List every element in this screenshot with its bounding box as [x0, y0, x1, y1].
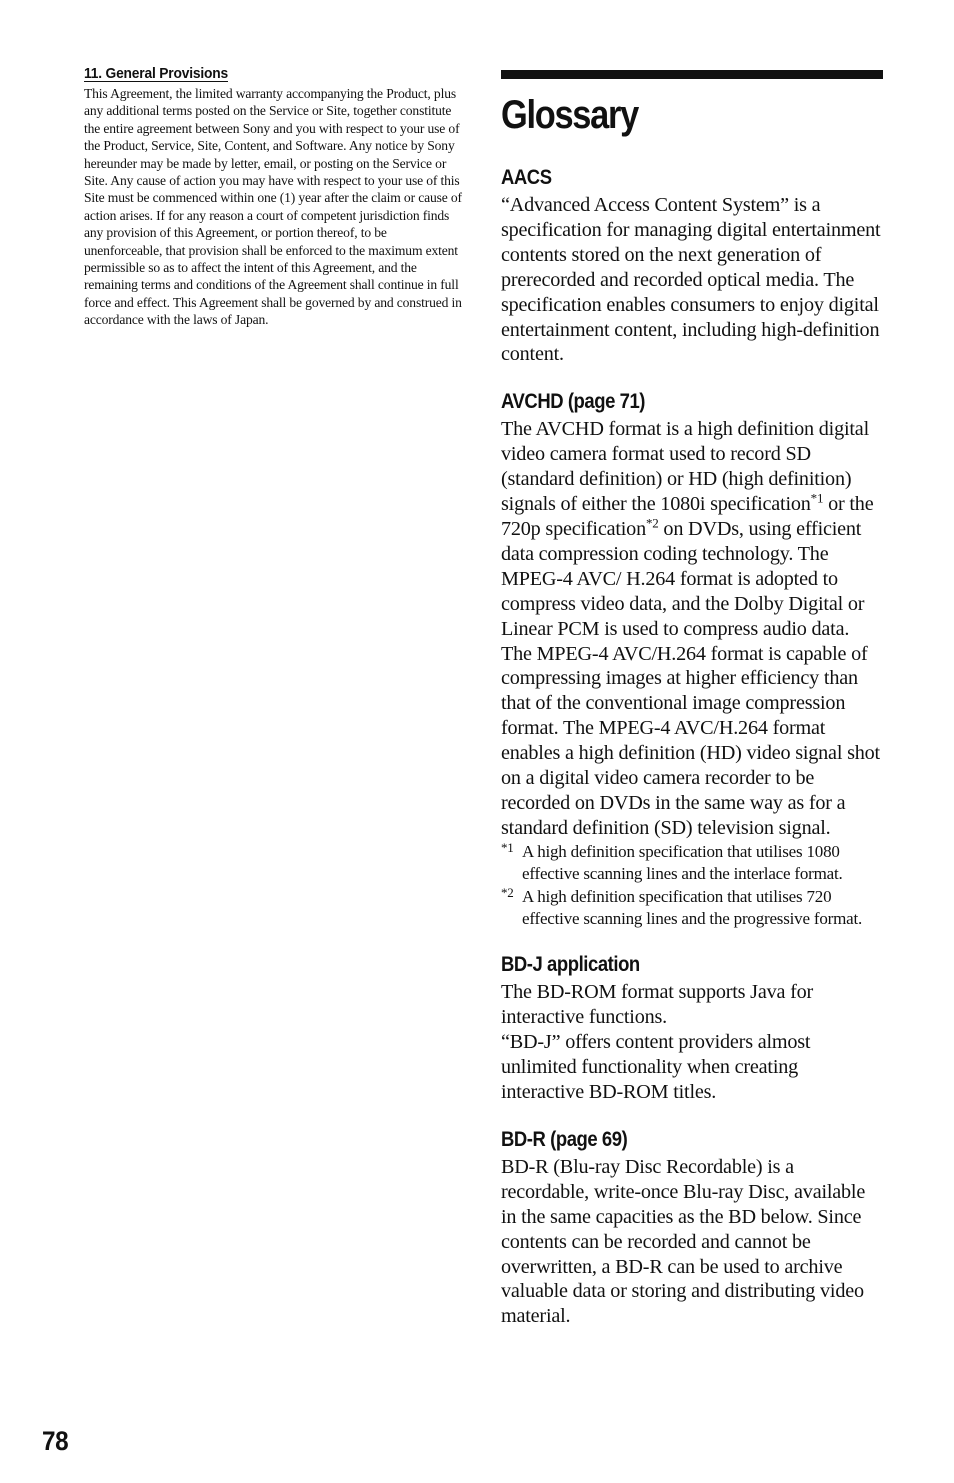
entry-definition: “BD-J” offers content providers almost unlimited functionality when creating interactive BD-ROM titles.: [501, 1031, 811, 1103]
entry-term: AACS: [501, 166, 552, 189]
footnote-mark: *2: [501, 884, 514, 900]
footnote-list: [501, 841, 883, 931]
title-rule: [501, 70, 883, 79]
glossary-entry-bdr: [501, 1127, 883, 1329]
page-title: Glossary: [501, 93, 638, 137]
entry-definition: [501, 417, 883, 840]
footnote-text: A high definition specification that utilises 720 effective scanning lines and the progressive format.: [522, 886, 863, 928]
entry-definition: BD-R (Blu-ray Disc Recordable) is a recordable, write-once Blu-ray Disc, available in the same capacities as the BD below. Since contents can be recorded and cannot be overwritten, a BD-R can be used to archive valuable data or storing and distributing video material.: [501, 1155, 866, 1328]
entry-definition: The BD-ROM format supports Java for interactive functions.: [501, 981, 814, 1029]
general-provisions-section: [84, 65, 468, 329]
glossary-entry-avchd: [501, 389, 883, 930]
footnote: [501, 841, 883, 886]
page-number: 78: [42, 1426, 69, 1456]
footnote-text: A high definition specification that utilises 1080 effective scanning lines and the interlace format.: [522, 841, 843, 884]
entry-term: BD-J application: [501, 953, 640, 977]
glossary-column: [501, 70, 883, 1329]
definition-text: The AVCHD format is a high definition digital video camera format used to record SD (standard definition) or HD (high definition) signals of either the 1080i specification: [501, 418, 869, 516]
entry-term: AVCHD (page 71): [501, 390, 646, 414]
glossary-entry-aacs: [501, 165, 883, 367]
glossary-entry-bdj: [501, 952, 883, 1105]
definition-text: on DVDs, using efficient data compression coding technology. The MPEG-4 AVC/ H.264 format is adopted to compress video data, and the Dolby Digital or Linear PCM is used to compress audio data. The MPEG-4 AVC/H.264 format is capable of compressing images at higher efficiency than that of the conventional image compression format. The MPEG-4 AVC/H.264 format enables a high definition (HD) video signal shot on a digital video camera recorder to be recorded on DVDs in the same way as for a standard definition (SD) television signal.: [501, 517, 880, 839]
definition-text: or the 720p specification: [501, 493, 874, 540]
entry-definition: “Advanced Access Content System” is a specification for managing digital entertainment contents stored on the next generation of prerecorded and recorded optical media. The specification enables consumers to enjoy digital entertainment content, including high-definition content.: [501, 194, 881, 366]
footnote-mark: *1: [501, 839, 514, 855]
section-body: This Agreement, the limited warranty accompanying the Product, plus any additional terms posted on the Service or Site, together constitute the entire agreement between Sony and you with respect to your use of the Product, Service, Site, Content, and Software. Any notice by Sony hereunder may be made by letter, email, or posting on the Service or Site. Any cause of action you may have with respect to your use of this Site must be commenced within one (1) year after the claim or cause of action arises. If for any reason a court of competent jurisdiction finds any provision of this Agreement, or portion thereof, to be unenforceable, that provision shall be enforced to the maximum extent permissible so as to affect the intent of this Agreement, and the remaining terms and conditions of the Agreement shall continue in full force and effect. This Agreement shall be governed by and construed in accordance with the laws of Japan.: [84, 86, 462, 328]
footnote: [501, 886, 883, 931]
footnote-ref: *2: [645, 515, 659, 531]
entry-term: BD-R (page 69): [501, 1127, 628, 1151]
footnote-ref: *1: [810, 490, 824, 506]
section-heading: 11. General Provisions: [84, 65, 228, 82]
